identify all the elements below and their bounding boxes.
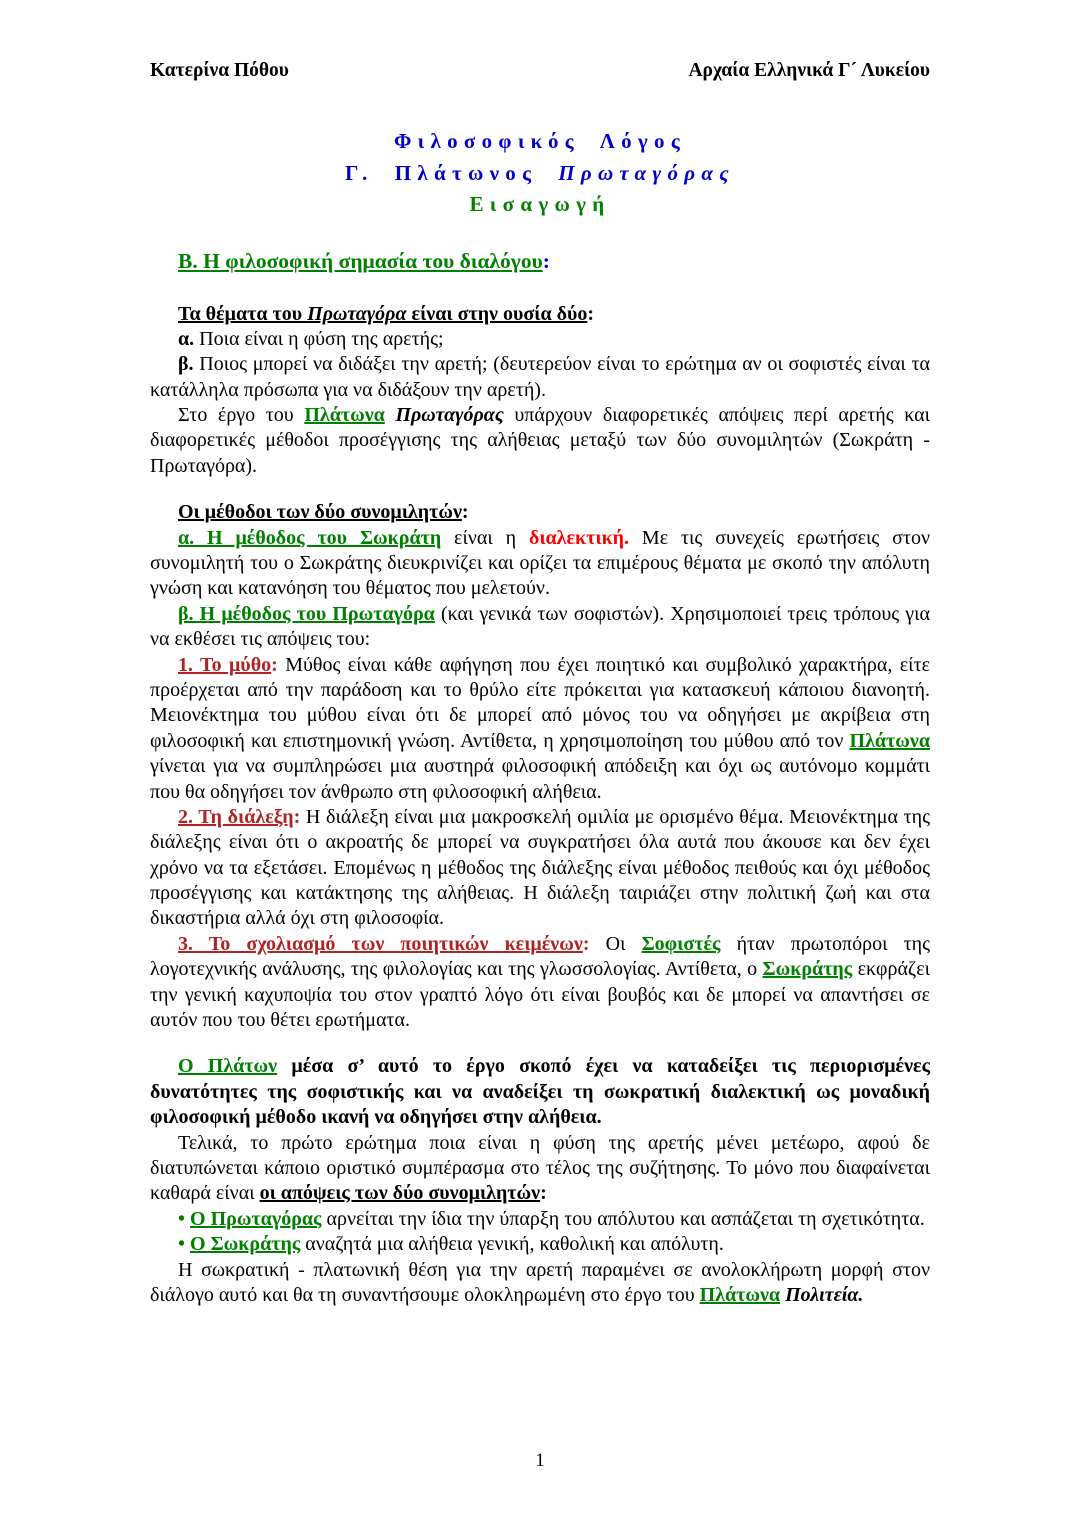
method-lecture	[150, 805, 930, 932]
text-segment: Η διάλεξη είναι μια μακροσκελή ομιλία με ορισμένο θέμα. Μειονέκτημα της διάλεξης είναι ότι ο ακροατής δε μπορεί να συγκρατήσει όλα αυτά που άκουσε και δεν έχει χρόνο να τα εξετάσει. Επομένως η μέθοδος της διάλεξης είναι μέθοδος πειθούς και όχι μέθοδος προσέγγισης και κατάκτησης της αλήθειας. Η διάλεξη ταιριάζει στην πολιτική ζωή και στα δικαστήρια αλλά όχι στη φιλοσοφία.	[150, 805, 931, 930]
text-segment: •	[178, 1207, 191, 1230]
text-segment: Β. Η φιλοσοφική σημασία του διαλόγου	[178, 248, 543, 273]
doc-title-line1: Φιλοσοφικός Λόγος	[393, 129, 687, 153]
text-segment: Πλάτωνα	[699, 1283, 781, 1306]
text-segment: :	[461, 501, 469, 524]
intro-paragraph	[150, 403, 930, 479]
text-segment: οι απόψεις των δύο συνομιλητών	[259, 1182, 541, 1205]
text-segment: Τα θέματα του	[178, 302, 308, 325]
text-segment: 3. Το σχολιασμό των ποιητικών κειμένων	[178, 932, 583, 955]
text-segment: διαλεκτική.	[528, 526, 630, 549]
text-segment: β.	[178, 353, 194, 376]
text-segment: Ποιος μπορεί να διδάξει την αρετή; (δευτερεύον είναι το ερώτημα αν οι σοφιστές είναι τα κατάλληλα πρόσωπα για να διδάξουν την αρετή).	[150, 353, 930, 401]
text-segment: γίνεται για να συμπληρώσει μια αυστηρά φιλοσοφική απόδειξη και όχι ως αυτόνομο κομμάτι που θα οδηγήσει τον άνθρωπο στη φιλοσοφική αλήθεια.	[150, 755, 930, 803]
text-segment: •	[178, 1233, 191, 1256]
page-number: 1	[535, 1450, 545, 1471]
text-segment: υπάρχουν διαφορετικές απόψεις περί αρετής και διαφορετικές μέθοδοι προσέγγισης της αλήθειας μεταξύ των δύο συνομιλητών (Σωκράτη - Πρωταγόρα).	[150, 404, 930, 477]
text-segment: :	[271, 653, 278, 676]
text-segment: Οι μέθοδοι των δύο συνομιλητών	[178, 501, 462, 524]
text-segment: 1. Το μύθο	[178, 653, 272, 676]
document-body	[150, 302, 930, 1309]
text-segment: Ο Πλάτων	[178, 1055, 278, 1078]
text-segment: Ο Σωκράτης	[190, 1233, 301, 1256]
text-segment	[385, 404, 396, 426]
text-segment: α. Η μέθοδος του Σωκράτη	[178, 526, 442, 549]
closing-paragraph	[150, 1258, 930, 1309]
text-segment: εκφράζει την γενική καχυποψία του στον γραπτό λόγο ότι είναι βουβός και δε μπορεί να απαντήσει σε αυτόν που του θέτει ερωτήματα.	[150, 958, 930, 1032]
text-segment: 2. Τη διάλεξη	[178, 805, 294, 828]
text-segment: Πλάτωνα	[849, 729, 930, 752]
text-segment: β. Η μέθοδος του Πρωταγόρα	[178, 602, 435, 625]
text-segment: Γ. Πλάτωνος	[345, 160, 559, 185]
bullet-socrates	[150, 1232, 930, 1257]
bullet-protagoras	[150, 1207, 930, 1232]
text-segment: Τελικά, το πρώτο ερώτημα ποια είναι η φύση της αρετής μένει μετέωρο, αφού δε διατυπώνεται κάποιο οριστικό συμπέρασμα στο τέλος της συζήτησης. Το μόνο που διαφαίνεται καθαρά είναι	[150, 1131, 930, 1205]
text-segment: Μύθος είναι κάθε αφήγηση που έχει ποιητικό και συμβολικό χαρακτήρα, είτε προέρχεται από την παράδοση και το θρύλο είτε πρόκειται για κατασκευή κάποιου διανοητή. Μειονέκτημα του μύθου είναι ότι δε μπορεί από μόνος του να οδηγήσει με ακρίβεια στη φιλοσοφική και επιστημονική γνώση. Αντίθετα, η χρησιμοποίηση του μύθου από τον	[150, 653, 931, 752]
doc-title-line2	[150, 158, 930, 190]
text-segment: :	[542, 248, 550, 273]
text-segment: Σοφιστές	[641, 932, 721, 955]
text-segment: Με τις συνεχείς ερωτήσεις στον συνομιλητή του ο Σωκράτης διευκρινίζει και ορίζει τα επιμέρους θέματα με σκοπό την απόλυτη γνώση και κατανόηση του θέματος που μελετούν.	[150, 526, 930, 600]
methods-heading	[150, 500, 930, 525]
text-segment: ήταν πρωτοπόροι της λογοτεχνικής ανάλυσης, της φιλολογίας και της γλωσσολογίας. Αντίθετα, ο	[150, 932, 931, 981]
section-heading	[150, 249, 930, 274]
method-socrates	[150, 526, 930, 602]
question-a	[150, 327, 930, 352]
method-commentary	[150, 932, 930, 1034]
method-myth	[150, 653, 930, 805]
page-header	[150, 60, 930, 82]
text-segment: είναι η	[441, 526, 529, 549]
conclusion-intro	[150, 1131, 930, 1207]
text-segment: :	[293, 805, 301, 828]
text-segment: Πρωταγόρας	[395, 404, 504, 427]
question-b	[150, 352, 930, 403]
text-segment: Πλάτωνα	[304, 404, 385, 427]
text-segment: (και γενικά των σοφιστών). Χρησιμοποιεί τρεις τρόπους για να εκθέσει τις απόψεις του:	[150, 602, 930, 651]
text-segment: Πολιτεία.	[785, 1283, 864, 1306]
text-segment: αναζητά μια αλήθεια γενική, καθολική και απόλυτη.	[300, 1233, 724, 1256]
plato-purpose	[150, 1054, 930, 1130]
text-segment: :	[582, 932, 590, 955]
text-segment: Οι	[589, 932, 642, 955]
text-segment: α.	[178, 327, 195, 350]
author-name: Κατερίνα Πόθου	[150, 60, 289, 81]
title-block	[150, 126, 930, 221]
method-protagoras	[150, 602, 930, 653]
text-segment: Στο έργο του	[178, 404, 305, 427]
text-segment: αρνείται την ίδια την ύπαρξη του απόλυτου και ασπάζεται τη σχετικότητα.	[321, 1207, 925, 1230]
text-segment: Πρωταγόρα	[307, 302, 407, 325]
text-segment: :	[540, 1182, 547, 1205]
text-segment: μέσα σ’ αυτό το έργο σκοπό έχει να καταδείξει τις περιορισμένες δυνατότητες της σοφιστικής και να αναδείξει τη σωκρατική διαλεκτική ως μοναδική φιλοσοφική μέθοδο ικανή να οδηγήσει στην αλήθεια.	[150, 1055, 931, 1129]
text-segment: είναι στην ουσία δύο	[406, 302, 588, 325]
text-segment: Ποια είναι η φύση της αρετής;	[194, 327, 444, 350]
text-segment: :	[587, 302, 595, 325]
themes-heading	[150, 302, 930, 327]
course-title: Αρχαία Ελληνικά Γ´ Λυκείου	[688, 60, 930, 81]
text-segment: Ο Πρωταγόρας	[190, 1207, 322, 1230]
doc-title-line3: Εισαγωγή	[469, 192, 611, 216]
text-segment: Η σωκρατική - πλατωνική θέση για την αρετή παραμένει σε ανολοκλήρωτη μορφή στον διάλογο αυτό και θα τη συναντήσουμε ολοκληρωμένη στο έργο του	[150, 1258, 930, 1306]
text-segment: Σωκράτης	[762, 958, 853, 981]
text-segment: Πρωταγόρας	[558, 160, 735, 185]
